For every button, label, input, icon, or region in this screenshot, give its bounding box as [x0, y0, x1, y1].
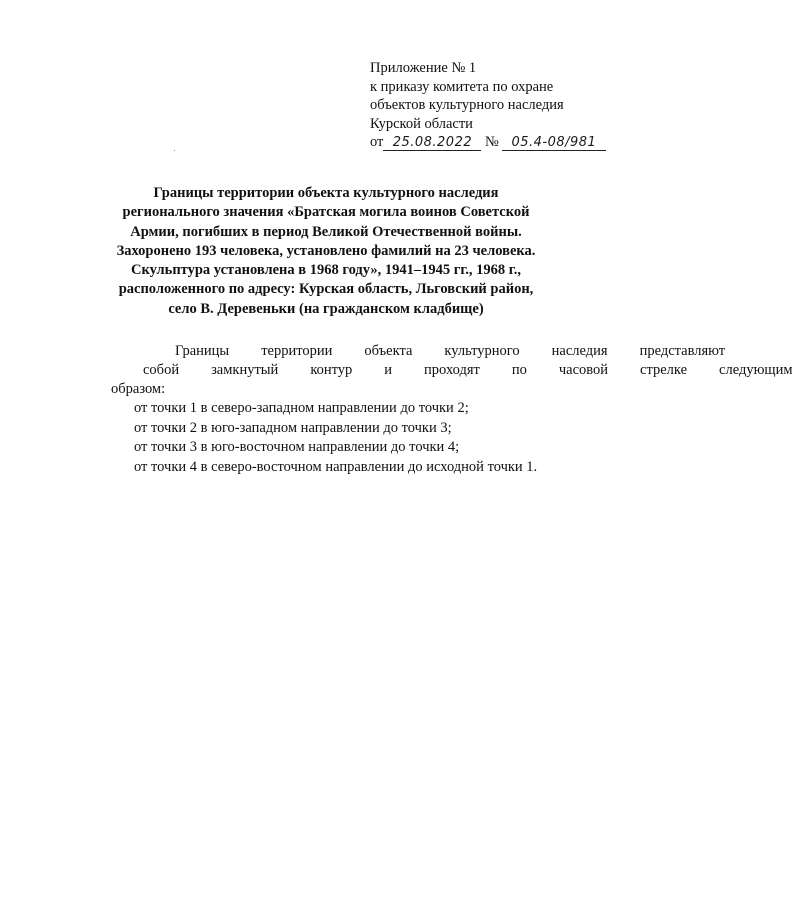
paragraph-word: наследия	[551, 343, 608, 359]
order-number: 05.4-08/981	[502, 136, 606, 151]
number-label: №	[485, 134, 499, 151]
intro-paragraph	[111, 342, 793, 399]
paragraph-word: и	[384, 362, 393, 378]
scan-speck	[174, 150, 175, 151]
appendix-region-line: Курской области	[370, 115, 473, 132]
paragraph-word: Границы	[175, 343, 230, 359]
paragraph-word: объекта	[364, 343, 413, 359]
paragraph-line	[111, 342, 726, 361]
paragraph-word: представляют	[639, 343, 726, 359]
boundary-item: от точки 4 в северо-восточном направлении до исходной точки 1.	[134, 458, 538, 475]
title-line: расположенного по адресу: Курская область, Льговский район,	[118, 281, 534, 298]
title-line: регионального значения «Братская могила воинов Советской	[122, 204, 530, 221]
boundary-item: от точки 3 в юго-восточном направлении до точки 4;	[134, 439, 460, 455]
paragraph-word: территории	[261, 343, 333, 359]
paragraph-word: следующим	[719, 362, 793, 378]
appendix-committee-line: объектов культурного наследия	[370, 97, 564, 114]
paragraph-word: стрелке	[640, 362, 688, 378]
title-line: Армии, погибших в период Великой Отечественной войны.	[130, 223, 522, 240]
boundary-item: от точки 2 в юго-западном направлении до точки 3;	[134, 419, 452, 436]
appendix-title: Приложение № 1	[370, 60, 477, 76]
paragraph-line: образом:	[111, 381, 166, 397]
paragraph-word: часовой	[558, 362, 609, 378]
paragraph-word: по	[511, 362, 527, 378]
title-line: Скульптура установлена в 1968 году», 1941–1945 гг., 1968 г.,	[131, 262, 521, 279]
title-line: село В. Деревеньки (на гражданском кладбище)	[168, 300, 484, 317]
title-line: Захоронено 193 человека, установлено фамилий на 23 человека.	[116, 242, 536, 259]
paragraph-line	[111, 361, 793, 380]
document-title	[100, 184, 552, 319]
appendix-header	[370, 59, 630, 153]
appendix-date-number-line	[370, 133, 630, 153]
paragraph-word: контур	[310, 362, 353, 378]
boundary-item: от точки 1 в северо-западном направлении до точки 2;	[134, 400, 469, 416]
paragraph-word: проходят	[424, 362, 480, 378]
paragraph-word: культурного	[444, 343, 520, 359]
document-body	[111, 342, 793, 477]
appendix-order-line: к приказу комитета по охране	[370, 78, 554, 95]
from-label: от	[370, 134, 384, 151]
paragraph-word: собой	[143, 362, 180, 378]
order-date: 25.08.2022	[383, 136, 481, 151]
title-line: Границы территории объекта культурного наследия	[153, 185, 499, 201]
paragraph-word: замкнутый	[211, 362, 279, 378]
